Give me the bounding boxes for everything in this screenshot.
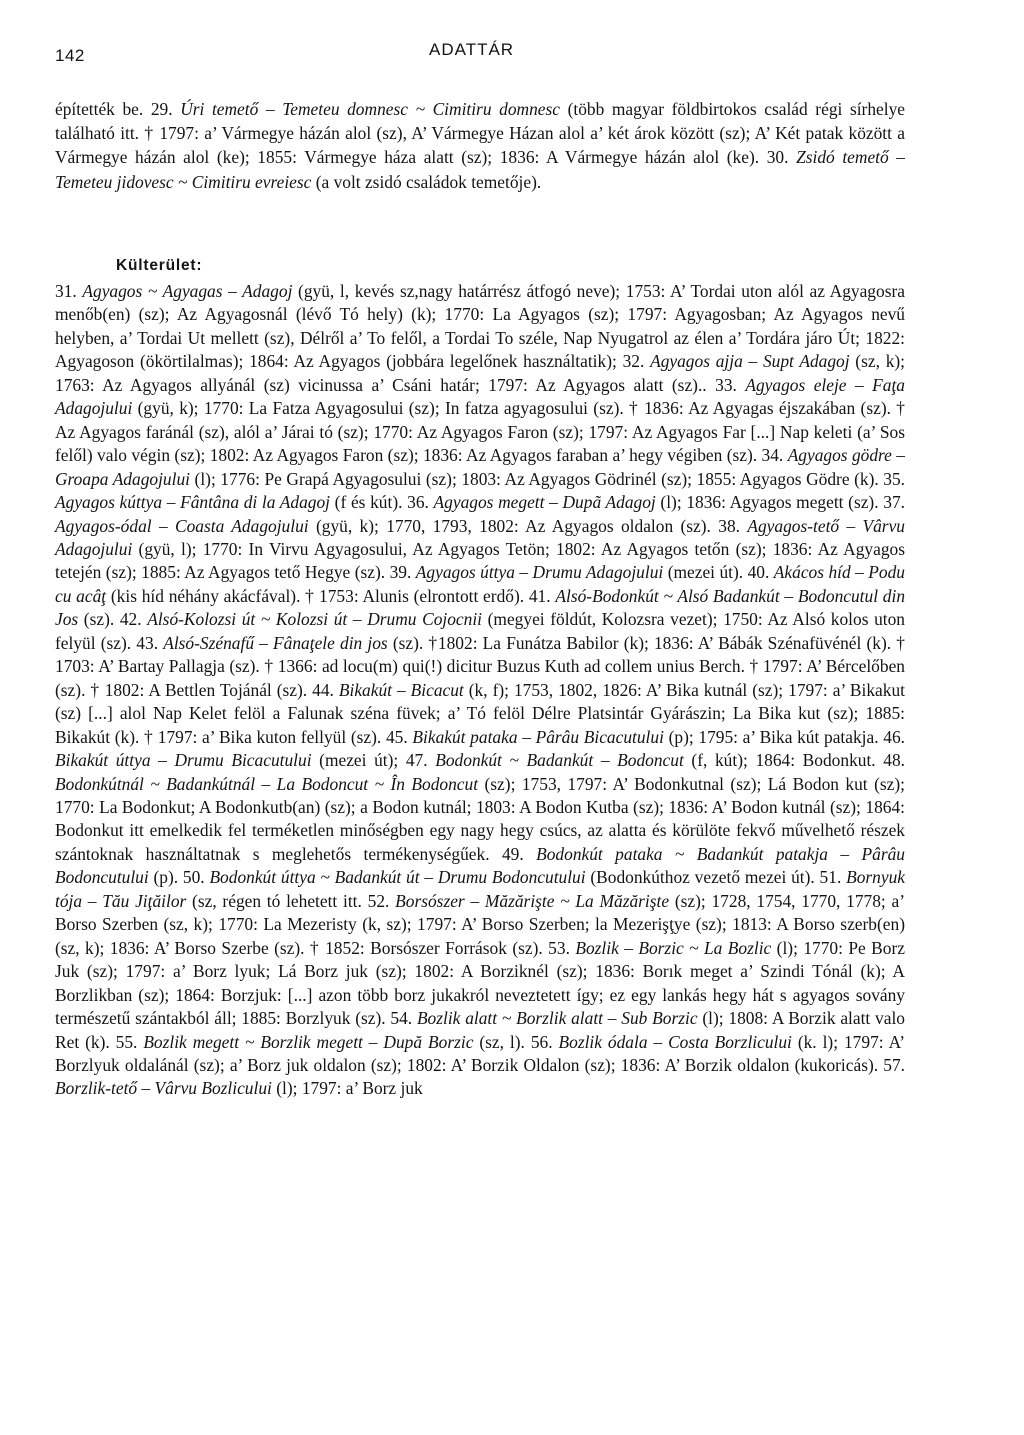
page-number: 142 bbox=[55, 46, 85, 65]
running-head bbox=[55, 40, 904, 66]
paragraph-cemeteries: építették be. 29. Úri temető – Temeteu domnesc ~ Cimitiru domnesc (több magyar földbirtokos család régi sírhelye található itt. † 1797: a’ Vármegye házán alol (sz), A’ Vármegye Házan alol a’ két árok között (sz); A’ Két patak között a Vármegye házán alol (ke); 1855: Vármegye háza alatt (sz); 1836: A Vármegye házán alol (ke). 30. Zsidó temető – Temeteu jidovesc ~ Cimitiru evreiesc (a volt zsidó családok temetője). bbox=[55, 99, 905, 192]
paragraph-place-names: 31. Agyagos ~ Agyagas – Adagoj (gyü, l, kevés sz,nagy határrész átfogó neve); 1753: A’ Tordai uton alól az Agyagosra menőb(en) (sz); Az Agyagosnál (lévő Tó hely) (k); 1770: La Agyagos (sz); 1797: Agyagosban; Az Agyagos nevű helyben, a’ Tordai Ut mellett (sz), Délről a’ To felől, a Tordai To széle, Nap Nyugatrol az élen a’ Tordára járo Út; 1822: Agyagoson (ökörtilalmas); 1864: Az Agyagos (jobbára legelőnek használtatik); 32. Agyagos ajja – Supt Adagoj (sz, k); 1763: Az Agyagos allyánál (sz) vicinussa a’ Csáni határ; 1797: Az Agyagos alatt (sz).. 33. Agyagos eleje – Faţa Adagojului (gyü, k); 1770: La Fatza Agyagosului (sz); In fatza agyagosului (sz). † 1836: Az Agyagas éjszakában (sz). † Az Agyagos faránál (sz), alól a’ Járai tó (sz); 1770: Az Agyagos Faron (sz); 1797: Az Agyagos Far [...] Nap keleti (a’ Sos felől) valo végin (sz); 1802: Az Agyagos Faron (sz); 1836: Az Agyagos faraban a’ hegy végiben (sz). 34. Agyagos gödre – Groapa Adagojului (l); 1776: Pe Grapá Agyagosului (sz); 1803: Az Agyagos Gödrinél (sz); 1855: Agyagos Gödre (k). 35. Agyagos kúttya – Fântâna di la Adagoj (f és kút). 36. Agyagos megett – Dupã Adagoj (l); 1836: Agyagos megett (sz). 37. Agyagos-ódal – Coasta Adagojului (gyü, k); 1770, 1793, 1802: Az Agyagos oldalon (sz). 38. Agyagos-tető – Vârvu Adagojului (gyü, l); 1770: In Virvu Agyagosului, Az Agyagos Tetön; 1802: Az Agyagos tetőn (sz); 1836: Az Agyagos tetején (sz); 1885: Az Agyagos tető Hegye (sz). 39. Agyagos úttya – Drumu Adagojului (mezei út). 40. Akácos híd – Podu cu acâţ (kis híd néhány akácfával). † 1753: Alunis (elrontott erdő). 41. Alsó-Bodonkút ~ Alsó Badankút – Bodoncutul din Jos (sz). 42. Alsó-Kolozsi út ~ Kolozsi út – Drumu Cojocnii (megyei földút, Kolozsra vezet); 1750: Az Alsó kolos uton felyül (sz). 43. Alsó-Szénafű – Fânaţele din jos (sz). †1802: La Funátza Babilor (k); 1836: A’ Bábák Szénafüvénél (k). † 1703: A’ Bartay Pallagja (sz). † 1366: ad locu(m) qui(!) dicitur Buzus Kuth ad collem unius Berch. † 1797: A’ Bércelőben (sz). † 1802: A Bettlen Tojánál (sz). 44. Bikakút – Bicacut (k, f); 1753, 1802, 1826: A’ Bika kutnál (sz); 1797: a’ Bikakut (sz) [...] alol Nap Kelet felöl a Falunak széna füvek; a’ Tó felöl Délre Platsintár Gyárászin; La Bika kut (sz); 1885: Bikakút (k). † 1797: a’ Bika kuton fellyül (sz). 45. Bikakút pataka – Pârâu Bicacutului (p); 1795: a’ Bika kút patakja. 46. Bikakút úttya – Drumu Bicacutului (mezei út); 47. Bodonkút ~ Badankút – Bodoncut (f, kút); 1864: Bodonkut. 48. Bodonkútnál ~ Badankútnál – La Bodoncut ~ În Bodoncut (sz); 1753, 1797: A’ Bodonkutnal (sz); Lá Bodon kut (sz); 1770: La Bodonkut; A Bodonkutb(an) (sz); a Bodon kutnál; 1803: A Bodon Kutba (sz); 1836: A’ Bodon kutnál (sz); 1864: Bodonkut itt emelkedik fel terméketlen minőségben egy nagy hegy csúcs, az alatta és körülöte fekvő művelhető részek szántoknak használtatnak s meglehetős termékenységűek. 49. Bodonkút pataka ~ Badankút patakja – Pârâu Bodoncutului (p). 50. Bodonkút úttya ~ Badankút út – Drumu Bodoncutului (Bodonkúthoz vezető mezei út). 51. Bornyuk tója – Tău Jiţăilor (sz, régen tó lehetett itt. 52. Borsószer – Măzărişte ~ La Măzărişte (sz); 1728, 1754, 1770, 1778; a’ Borso Szerben (sz, k); 1770: La Mezeristy (k, sz); 1797: A’ Borso Szerben; la Mezerişţye (sz); 1813: A Borso szerb(en) (sz, k); 1836: A’ Borso Szerbe (sz). † 1852: Borsószer Források (sz). 53. Bozlik – Borzic ~ La Bozlic (l); 1770: Pe Borz Juk (sz); 1797: a’ Borz lyuk; Lá Borz juk (sz); 1802: A Borziknél (sz); 1836: Borık meget a’ Szindi Tónál (k); A Borzlikban (sz); 1864: Borzjuk: [...] azon több borz jukakról neveztetett így; ez egy lankás hegy hát s agyagos sovány természetű szántakból áll; 1885: Borzlyuk (sz). 54. Bozlik alatt ~ Borzlik alatt – Sub Borzic (l); 1808: A Borzik alatt valo Ret (k). 55. Bozlik megett ~ Borzlik megett – După Borzic (sz, l). 56. Bozlik ódala – Costa Borzlicului (k. l); 1797: A’ Borzlyuk oldalánál (sz); a’ Borz juk oldalon (sz); 1802: A’ Borzik Oldalon (sz); 1836: A’ Borzik oldalon (kukoricás). 57. Borzlik-tető – Vârvu Bozlicului (l); 1797: a’ Borz juk bbox=[55, 281, 906, 1099]
running-title: ADATTÁR bbox=[429, 40, 515, 59]
section-heading: Külterület: bbox=[116, 257, 203, 274]
